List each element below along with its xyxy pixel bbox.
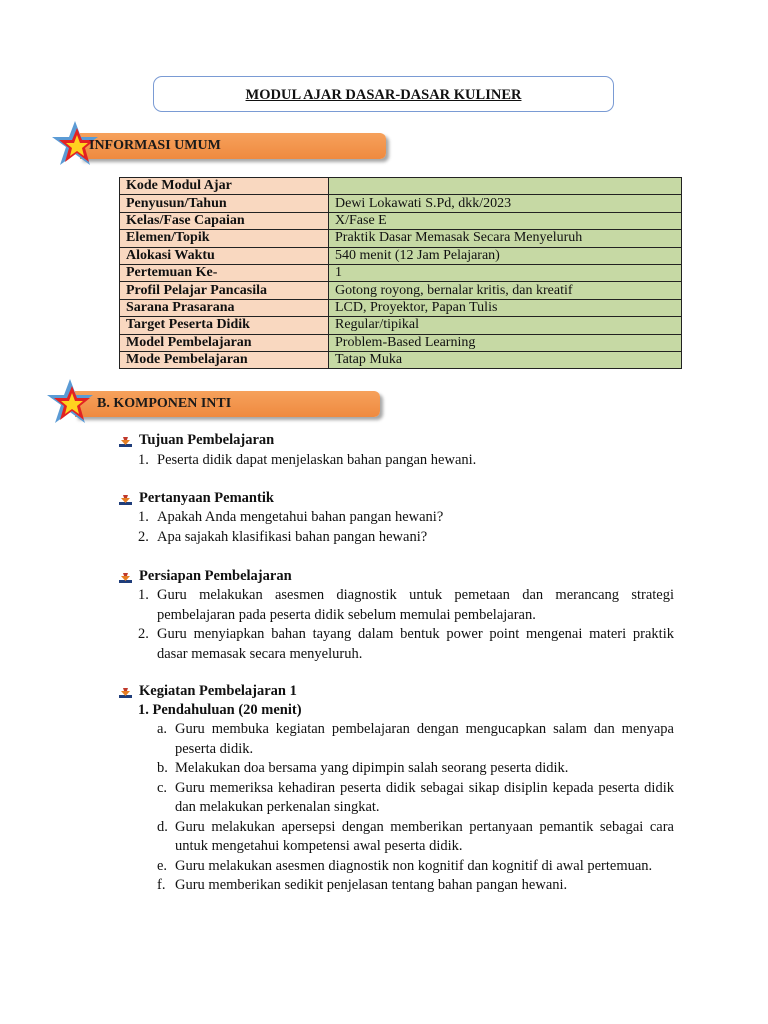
list-item — [138, 586, 674, 625]
list-number: 2. — [138, 528, 149, 545]
table-row — [120, 351, 682, 368]
subsection-heading-tujuan — [119, 431, 274, 449]
list-letter: f. — [157, 877, 166, 893]
list-text: Peserta didik dapat menjelaskan bahan pangan hewani. — [157, 452, 477, 468]
table-key: Mode Pembelajaran — [120, 351, 329, 368]
table-key: Pertemuan Ke- — [120, 264, 329, 281]
table-key: Profil Pelajar Pancasila — [120, 282, 329, 299]
table-value: Gotong royong, bernalar kritis, dan kreatif — [329, 282, 682, 299]
subsection-heading-pertanyaan — [119, 489, 274, 507]
table-value — [329, 178, 682, 195]
list-item — [157, 876, 674, 896]
list-text: Guru melakukan asesmen diagnostik untuk pemetaan dan merancang strategi pembelajaran pada peserta didik sebelum memulai pembelajaran. — [157, 587, 674, 623]
table-value: LCD, Proyektor, Papan Tulis — [329, 299, 682, 316]
pendahuluan-list — [157, 720, 674, 896]
table-value: Dewi Lokawati S.Pd, dkk/2023 — [329, 195, 682, 212]
list-letter: a. — [157, 721, 168, 737]
list-text: Apakah Anda mengetahui bahan pangan hewani? — [157, 509, 444, 525]
list-number: 2. — [138, 626, 149, 642]
table-row — [120, 247, 682, 264]
table-row — [120, 264, 682, 281]
table-value: Problem-Based Learning — [329, 334, 682, 351]
table-key: Alokasi Waktu — [120, 247, 329, 264]
table-key: Elemen/Topik — [120, 230, 329, 247]
table-row — [120, 282, 682, 299]
list-number: 1. — [138, 587, 149, 603]
list-item — [138, 508, 674, 528]
info-table — [119, 177, 682, 369]
bullet-arrow-icon — [119, 435, 132, 446]
table-value: Regular/tipikal — [329, 317, 682, 334]
section-header-komponen-inti — [45, 388, 385, 428]
subsection-title: Tujuan Pembelajaran — [139, 432, 275, 448]
table-value: Praktik Dasar Memasak Secara Menyeluruh — [329, 230, 682, 247]
table-key: Model Pembelajaran — [120, 334, 329, 351]
list-number: 1. — [138, 509, 149, 525]
table-row — [120, 195, 682, 212]
list-text: Guru memberikan sedikit penjelasan tentang bahan pangan hewani. — [175, 877, 568, 893]
table-key: Target Peserta Didik — [120, 317, 329, 334]
tujuan-list — [138, 451, 674, 471]
subsection-title: Kegiatan Pembelajaran 1 — [139, 683, 297, 699]
table-key: Sarana Prasarana — [120, 299, 329, 316]
table-key: Kelas/Fase Capaian — [120, 212, 329, 229]
list-text: Guru menyiapkan bahan tayang dalam bentuk power point mengenai materi praktik dasar memasak secara menyeluruh. — [157, 626, 674, 662]
bullet-arrow-icon — [119, 571, 132, 582]
table-value: X/Fase E — [329, 212, 682, 229]
table-value: 1 — [329, 264, 682, 281]
table-row — [120, 299, 682, 316]
list-text: Guru melakukan apersepsi dengan memberikan pertanyaan pemantik sebagai cara untuk mengetahui kompetensi awal peserta didik. — [175, 818, 674, 854]
table-row — [120, 212, 682, 229]
star-icon — [45, 378, 95, 428]
bullet-arrow-icon — [119, 493, 132, 504]
list-item — [157, 759, 674, 779]
section-title: B. KOMPONEN INTI — [97, 396, 232, 411]
table-row — [120, 230, 682, 247]
list-item — [138, 451, 674, 471]
pertanyaan-list — [138, 508, 674, 547]
table-row — [120, 317, 682, 334]
subsection-title: Persiapan Pembelajaran — [139, 568, 292, 584]
subsection-heading-persiapan — [119, 567, 292, 585]
list-item — [157, 720, 674, 759]
table-value: 540 menit (12 Jam Pelajaran) — [329, 247, 682, 264]
list-text: Guru melakukan asesmen diagnostik non kognitif dan kognitif di awal pertemuan. — [175, 857, 653, 874]
list-item — [157, 779, 674, 818]
list-item — [138, 625, 674, 664]
table-key: Penyusun/Tahun — [120, 195, 329, 212]
table-key: Kode Modul Ajar — [120, 178, 329, 195]
section-header-informasi-umum — [50, 130, 390, 170]
list-text: Guru membuka kegiatan pembelajaran dengan mengucapkan salam dan menyapa peserta didik. — [175, 721, 674, 757]
list-text: Apa sajakah klasifikasi bahan pangan hewani? — [157, 528, 428, 545]
list-item — [157, 857, 674, 877]
list-letter: c. — [157, 779, 168, 796]
module-title: MODUL AJAR DASAR-DASAR KULINER — [245, 87, 522, 103]
list-item — [157, 818, 674, 857]
list-letter: d. — [157, 818, 168, 835]
subsection-title: Pertanyaan Pemantik — [139, 490, 274, 506]
table-value: Tatap Muka — [329, 351, 682, 368]
table-row — [120, 178, 682, 195]
section-title: INFORMASI UMUM — [89, 138, 221, 153]
list-number: 1. — [138, 452, 149, 468]
bullet-arrow-icon — [119, 686, 132, 697]
module-title-box — [153, 76, 614, 112]
persiapan-list — [138, 586, 674, 664]
list-letter: b. — [157, 760, 168, 776]
pendahuluan-heading: 1. Pendahuluan (20 menit) — [138, 702, 302, 718]
table-row — [120, 334, 682, 351]
list-letter: e. — [157, 857, 168, 874]
list-item — [138, 528, 674, 548]
list-text: Guru memeriksa kehadiran peserta didik sebagai sikap disiplin kepada peserta didik dan melakukan perkenalan singkat. — [175, 779, 674, 815]
list-text: Melakukan doa bersama yang dipimpin salah seorang peserta didik. — [175, 760, 569, 776]
subsection-heading-kegiatan — [119, 682, 297, 700]
